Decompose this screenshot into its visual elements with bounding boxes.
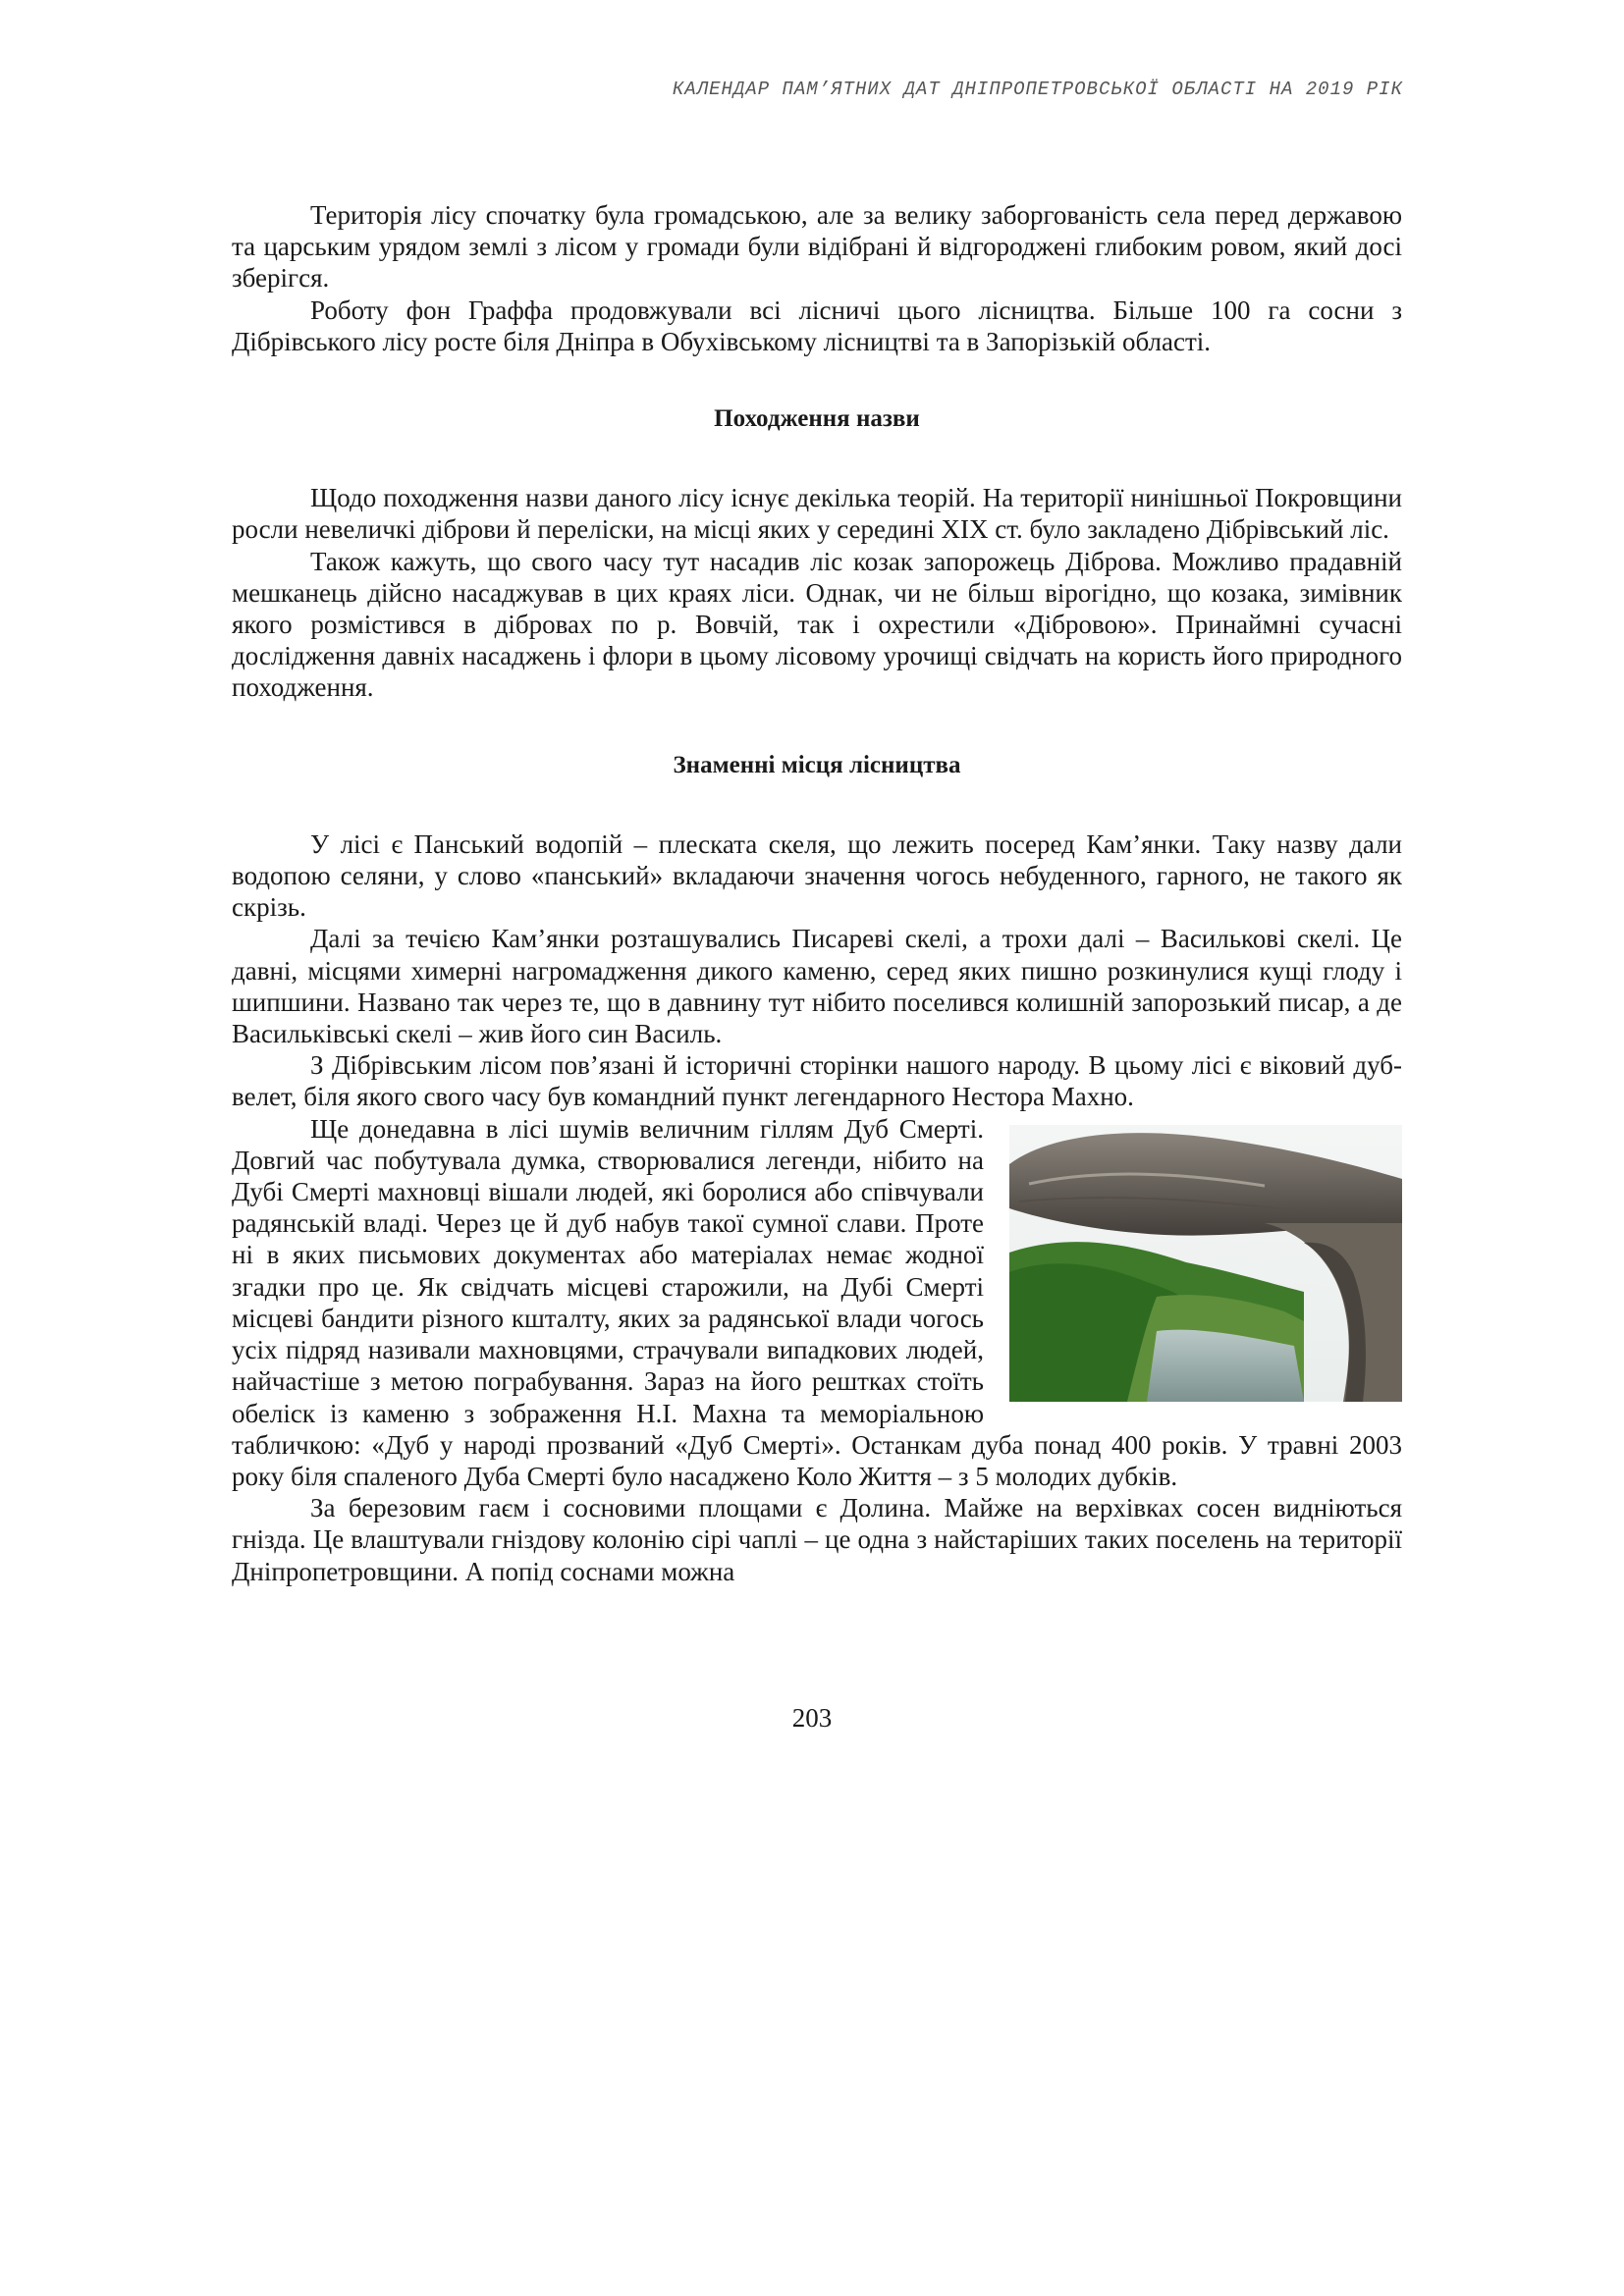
places-paragraph-4-text: Ще донедавна в лісі шумів величним гіллям Дуб Смерті. Довгий час побутувала думка, створювалися легенди, нібито на Дубі Смерті махновці вішали людей, які боролися або співчували радянській владі. Через це й дуб набув такої сумної слави. Проте ні в яких письмових документах або матеріалах немає жодної згадки про це. Як свідчать місцеві старожили, на Дубі Смерті місцеві бандити різного кшталту, яких за радянської влади чогось усіх підряд називали махновцями, страчували випадкових людей, найчастіше з метою пограбування. Зараз на його рештках стоїть обеліск із каменю з зображення Н.І. Махна та меморіальною табличкою: «Дуб у народі прозваний «Дуб Смерті». Останкам дуба понад 400 років. У травні 2003 року біля спаленого Дуба Смерті було насаджено Коло Життя – з 5 молодих дубків. [232,1113,1402,1491]
running-header: КАЛЕНДАР ПАМ’ЯТНИХ ДАТ ДНІПРОПЕТРОВСЬКОЇ ОБЛАСТІ НА 2019 РІК [672,79,1403,100]
photo-image [1009,1125,1402,1402]
section-heading-places: Знаменні місця лісництва [673,751,961,778]
section-heading-origin: Походження назви [714,405,920,433]
page-body [232,199,1402,1587]
page-number: 203 [791,1703,833,1733]
places-paragraph-5: За березовим гаєм і сосновими площами є Долина. Майже на верхівках сосен видніються гнізда. Це влаштували гніздову колонію сірі чаплі – це одна з найстаріших таких поселень на території Дніпропетровщини. А попід соснами можна [232,1493,1402,1586]
intro-paragraph-1: Територія лісу спочатку була громадською, але за велику заборгованість села перед державою та царським урядом землі з лісом у громади були відібрані й відгороджені глибоким ровом, який досі зберігся. [232,200,1402,294]
origin-paragraph-1: Щодо походження назви даного лісу існує декілька теорій. На території нинішньої Покровщини росли невеличкі діброви й переліски, на місці яких у середині XIX ст. було закладено Дібрівський ліс. [232,483,1402,545]
intro-paragraph-2: Роботу фон Граффа продовжували всі лісничі цього лісництва. Більше 100 га сосни з Дібрівського лісу росте біля Дніпра в Обухівському лісництві та в Запорізькій області. [232,294,1402,356]
rock-river-photo [1009,1125,1402,1402]
places-paragraph-4 [232,1113,1402,1492]
origin-paragraph-2: Також кажуть, що свого часу тут насадив ліс козак запорожець Діброва. Можливо прадавній мешканець дійсно насаджував в цих краях ліси. Однак, чи не більш вірогідно, що козака, зимівник якого розмістився в дібровах по р. Вовчій, так і охрестили «Дібровою». Принаймні сучасні дослідження давніх насаджень і флори в цьому лісовому урочищі свідчать на користь його природного походження. [232,546,1402,703]
places-paragraph-1: У лісі є Панський водопій – плеската скеля, що лежить посеред Кам’янки. Таку назву дали водопою селяни, у слово «панський» вкладаючи значення чогось небуденного, гарного, не такого як скрізь. [232,828,1402,923]
places-paragraph-2: Далі за течією Кам’янки розташувались Писареві скелі, а трохи далі – Василькові скелі. Це давні, місцями химерні нагромадження дикого каменю, серед яких пишно розкинулися кущі глоду і шипшини. Названо так через те, що в давнину тут нібито поселився колишній запорозький писар, а де Васильківські скелі – жив його син Василь. [232,924,1402,1049]
places-paragraph-3: З Дібрівським лісом пов’язані й історичні сторінки нашого народу. В цьому лісі є віковий дуб-велет, біля якого свого часу був командний пункт легендарного Нестора Махно. [232,1050,1402,1112]
